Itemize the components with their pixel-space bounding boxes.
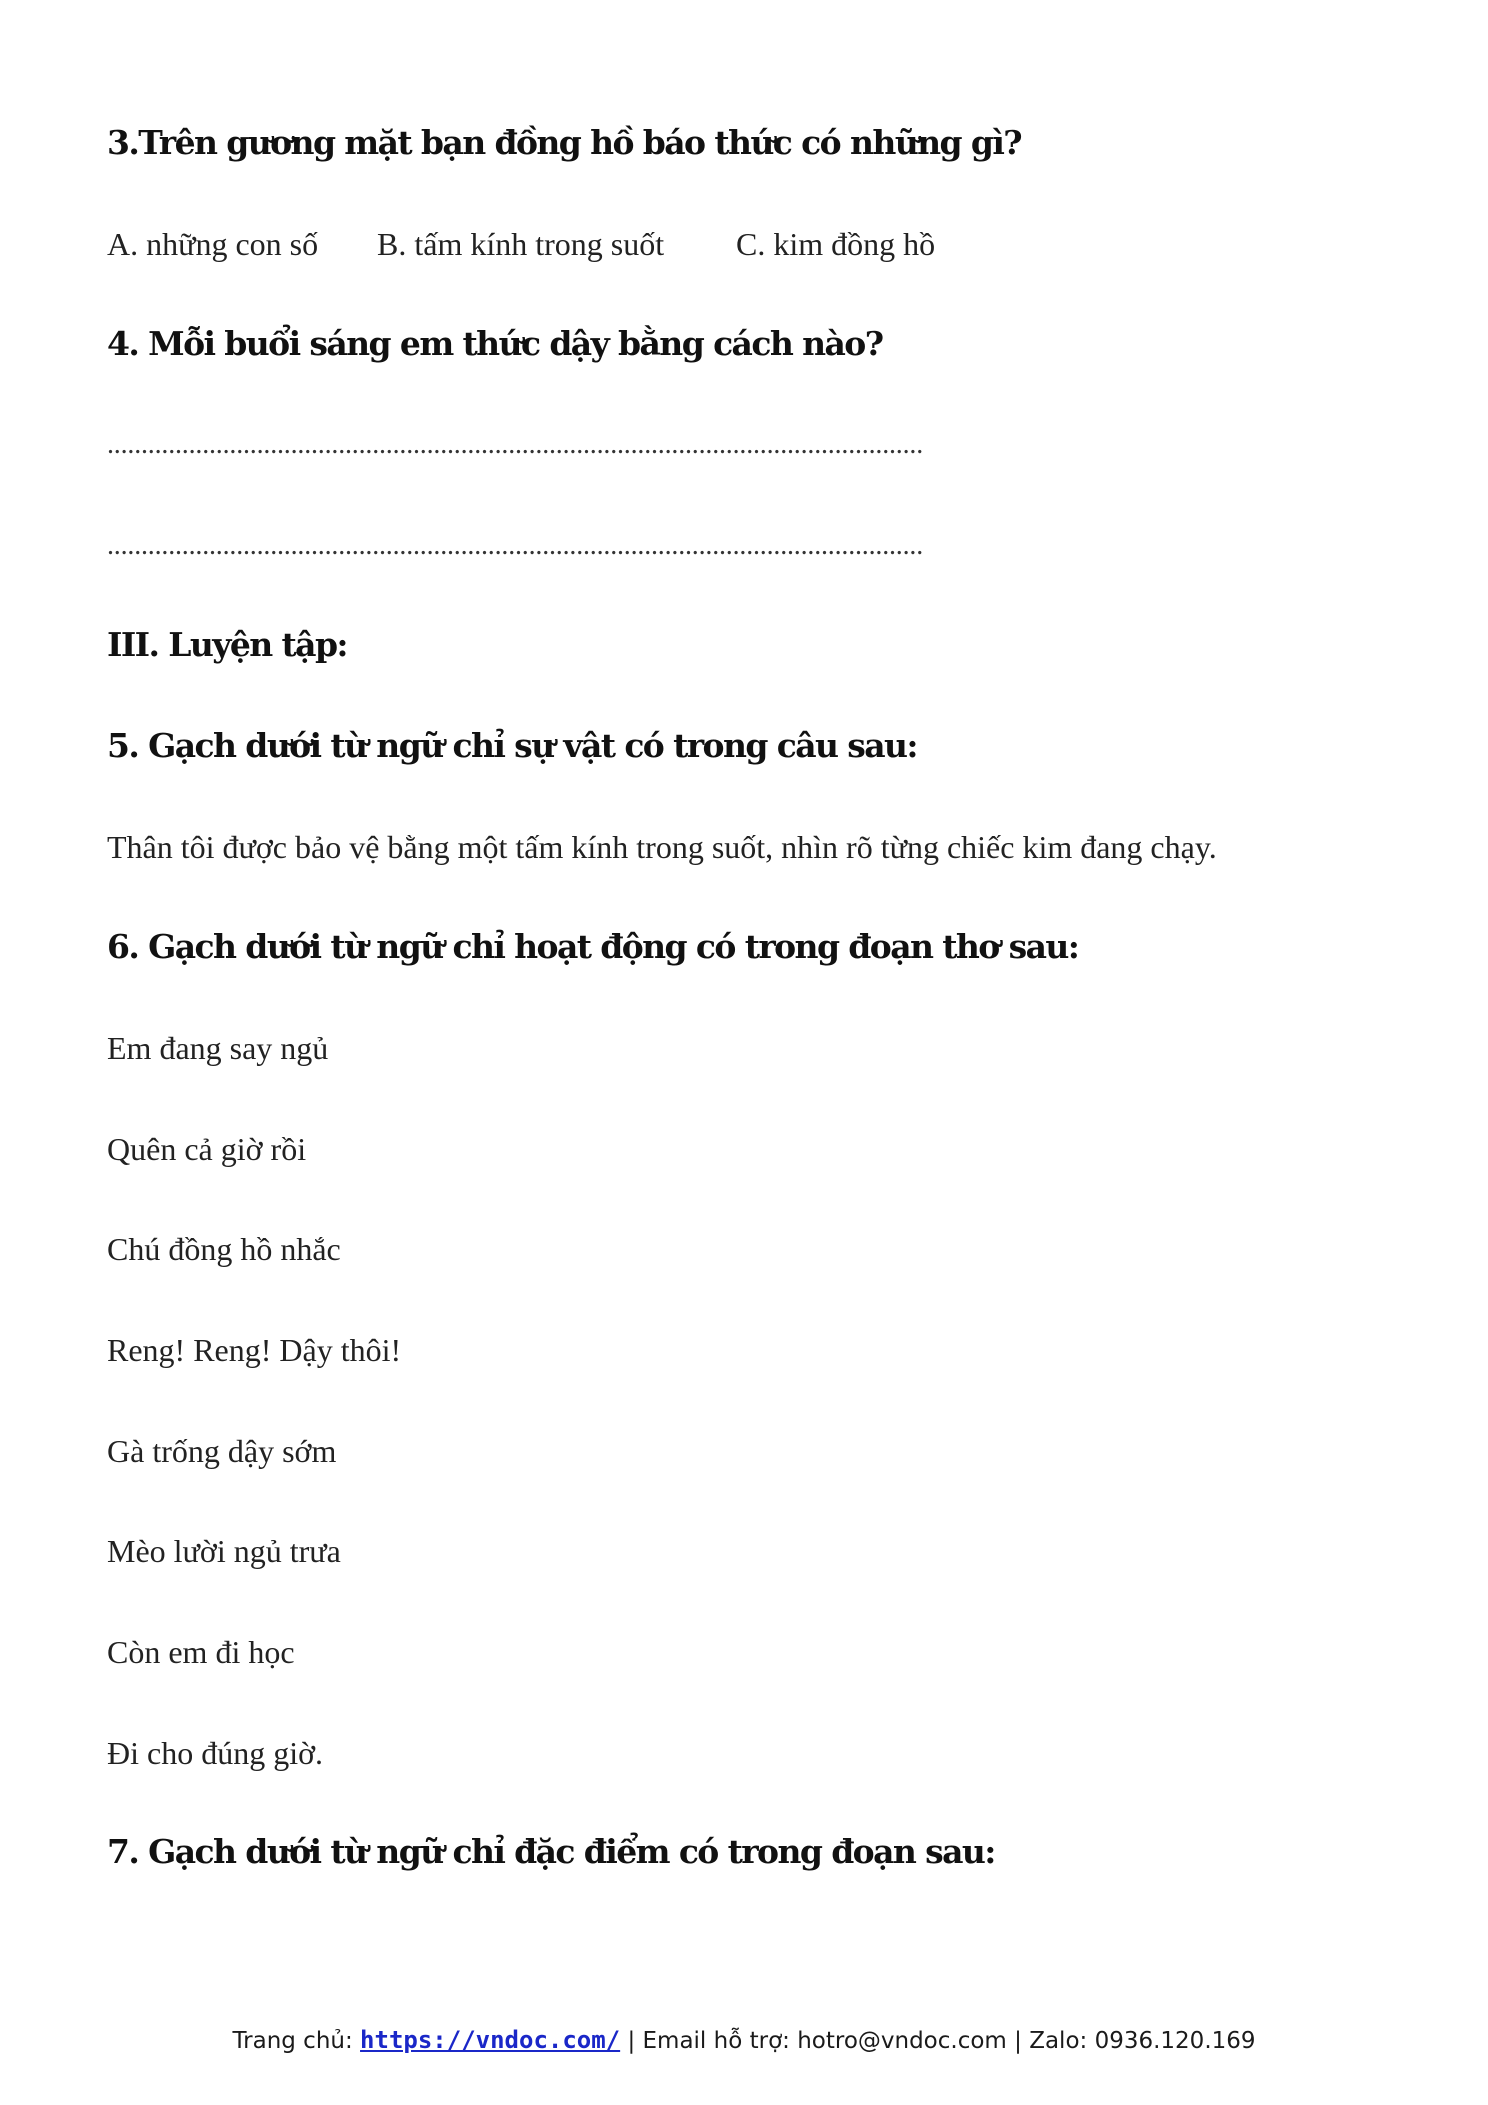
question-5-heading: 5. Gạch dưới từ ngữ chỉ sự vật có trong câu sau: <box>107 726 917 765</box>
question-5-sentence: Thân tôi được bảo vệ bằng một tấm kính trong suốt, nhìn rõ từng chiếc kim đang chạy. <box>107 829 1217 865</box>
option-a: A. những con số <box>107 226 319 262</box>
question-3-heading: 3.Trên gương mặt bạn đồng hồ báo thức có những gì? <box>107 123 1022 162</box>
option-c: C. kim đồng hồ <box>736 226 936 262</box>
poem-line: Mèo lười ngủ trưa <box>107 1533 341 1569</box>
poem-line: Gà trống dậy sớm <box>107 1433 337 1469</box>
poem-line: Còn em đi học <box>107 1634 295 1670</box>
question-4-heading: 4. Mỗi buổi sáng em thức dậy bằng cách nào? <box>107 324 883 363</box>
poem-line: Chú đồng hồ nhắc <box>107 1231 341 1267</box>
answer-line: ........................................................................................................................ <box>107 530 924 561</box>
footer-home-link[interactable]: https://vndoc.com/ <box>360 2026 621 2054</box>
footer-support-text: | Email hỗ trợ: hotro@vndoc.com | Zalo: 0936.120.169 <box>620 2028 1256 2054</box>
question-3-options <box>107 226 936 263</box>
section-heading: III. Luyện tập: <box>107 625 348 664</box>
page-footer <box>0 2026 1488 2054</box>
question-6-heading: 6. Gạch dưới từ ngữ chỉ hoạt động có trong đoạn thơ sau: <box>107 927 1079 966</box>
poem-line: Đi cho đúng giờ. <box>107 1735 324 1771</box>
footer-home-label: Trang chủ: <box>232 2028 361 2054</box>
option-b: B. tấm kính trong suốt <box>377 226 665 262</box>
poem-line: Quên cả giờ rồi <box>107 1131 307 1167</box>
answer-line: ........................................................................................................................ <box>107 429 924 460</box>
poem-line: Reng! Reng! Dậy thôi! <box>107 1332 402 1368</box>
question-7-heading: 7. Gạch dưới từ ngữ chỉ đặc điểm có trong đoạn sau: <box>107 1832 995 1871</box>
poem-line: Em đang say ngủ <box>107 1030 329 1066</box>
